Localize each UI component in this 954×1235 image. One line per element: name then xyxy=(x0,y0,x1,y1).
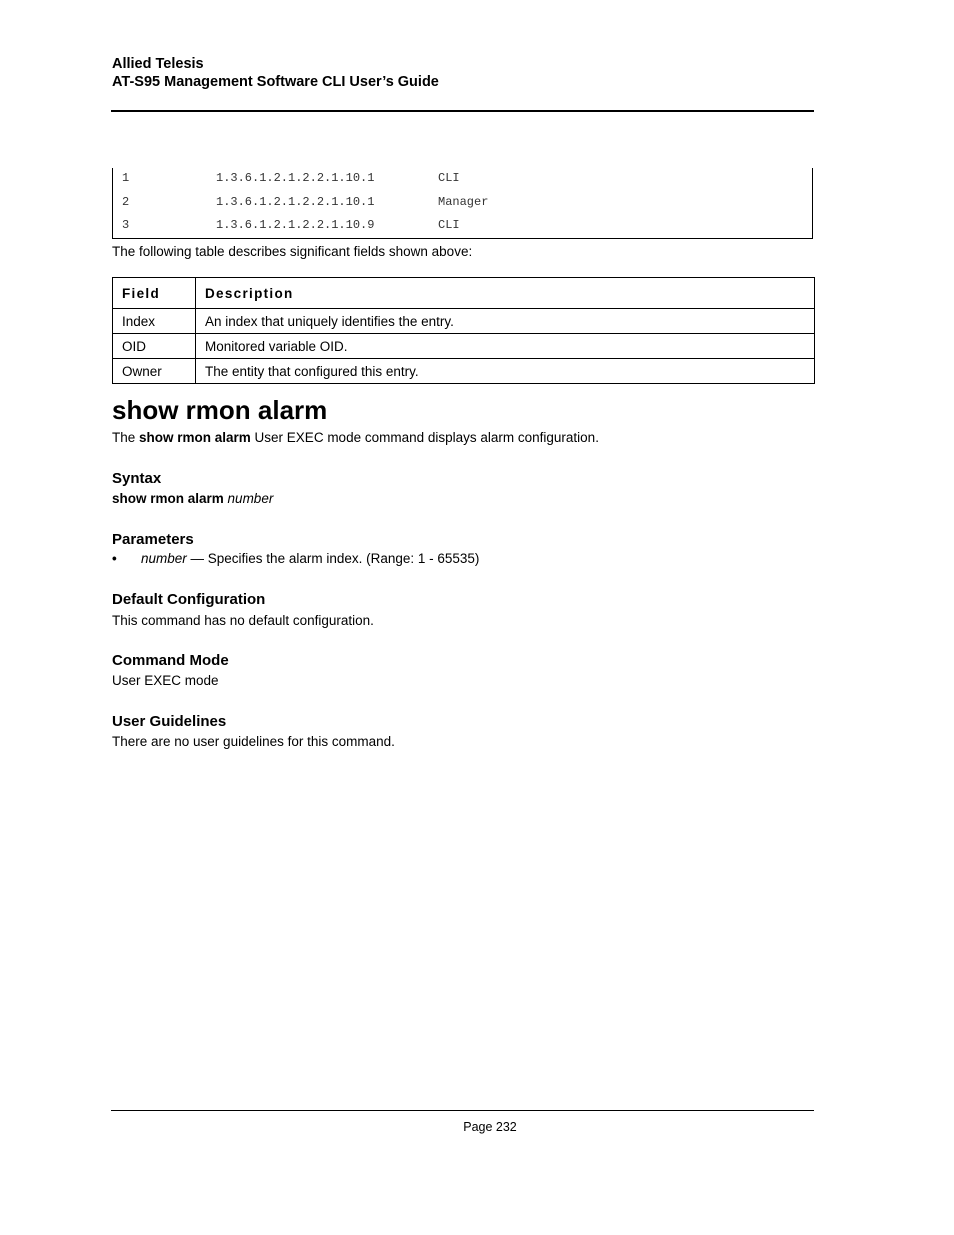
guide-title: AT-S95 Management Software CLI User’s Guide xyxy=(112,74,439,90)
parameter-text xyxy=(141,550,479,567)
header-divider xyxy=(111,110,814,112)
code-oid: 1.3.6.1.2.1.2.2.1.10.1 xyxy=(216,171,375,185)
table-row xyxy=(113,309,815,334)
command-mode-text: User EXEC mode xyxy=(112,673,219,688)
code-owner: CLI xyxy=(438,218,460,232)
field-cell: Index xyxy=(113,309,196,334)
intro-command: show rmon alarm xyxy=(139,430,251,445)
intro-prefix: The xyxy=(112,430,140,445)
document-header xyxy=(112,55,439,91)
user-guidelines-heading: User Guidelines xyxy=(112,713,227,730)
parameter-name: number xyxy=(141,551,187,566)
syntax-argument: number xyxy=(227,491,274,506)
table-row xyxy=(113,334,815,359)
parameters-heading: Parameters xyxy=(112,531,194,548)
command-title: show rmon alarm xyxy=(112,395,328,425)
description-cell: An index that uniquely identifies the entry. xyxy=(196,309,815,334)
company-name: Allied Telesis xyxy=(112,56,204,72)
fields-table xyxy=(112,277,815,384)
field-cell: Owner xyxy=(113,359,196,384)
default-config-text: This command has no default configuration. xyxy=(112,613,374,628)
user-guidelines-text: There are no user guidelines for this command. xyxy=(112,734,395,749)
command-intro xyxy=(112,429,599,446)
page-number: Page 232 xyxy=(463,1120,517,1134)
description-cell: The entity that configured this entry. xyxy=(196,359,815,384)
column-header-description: Description xyxy=(196,278,815,309)
table-intro-text: The following table describes significant fields shown above: xyxy=(112,244,473,259)
code-index: 2 xyxy=(122,195,130,209)
code-oid: 1.3.6.1.2.1.2.2.1.10.9 xyxy=(216,218,375,232)
code-index: 1 xyxy=(122,171,130,185)
footer-divider xyxy=(111,1110,814,1111)
table-header-row xyxy=(113,278,815,309)
default-config-heading: Default Configuration xyxy=(112,591,266,608)
code-oid: 1.3.6.1.2.1.2.2.1.10.1 xyxy=(216,195,375,209)
syntax-line xyxy=(112,490,273,507)
description-cell: Monitored variable OID. xyxy=(196,334,815,359)
code-owner: Manager xyxy=(438,195,489,209)
table-row xyxy=(113,359,815,384)
code-owner: CLI xyxy=(438,171,460,185)
syntax-command: show rmon alarm xyxy=(112,491,224,506)
code-output-box xyxy=(112,168,813,239)
code-index: 3 xyxy=(122,218,130,232)
intro-suffix: User EXEC mode command displays alarm configuration. xyxy=(250,430,599,445)
field-cell: OID xyxy=(113,334,196,359)
bullet-icon: • xyxy=(112,551,117,566)
syntax-heading: Syntax xyxy=(112,470,162,487)
parameter-description: — Specifies the alarm index. (Range: 1 - 65535) xyxy=(186,551,480,566)
command-mode-heading: Command Mode xyxy=(112,652,229,669)
column-header-field: Field xyxy=(113,278,196,309)
